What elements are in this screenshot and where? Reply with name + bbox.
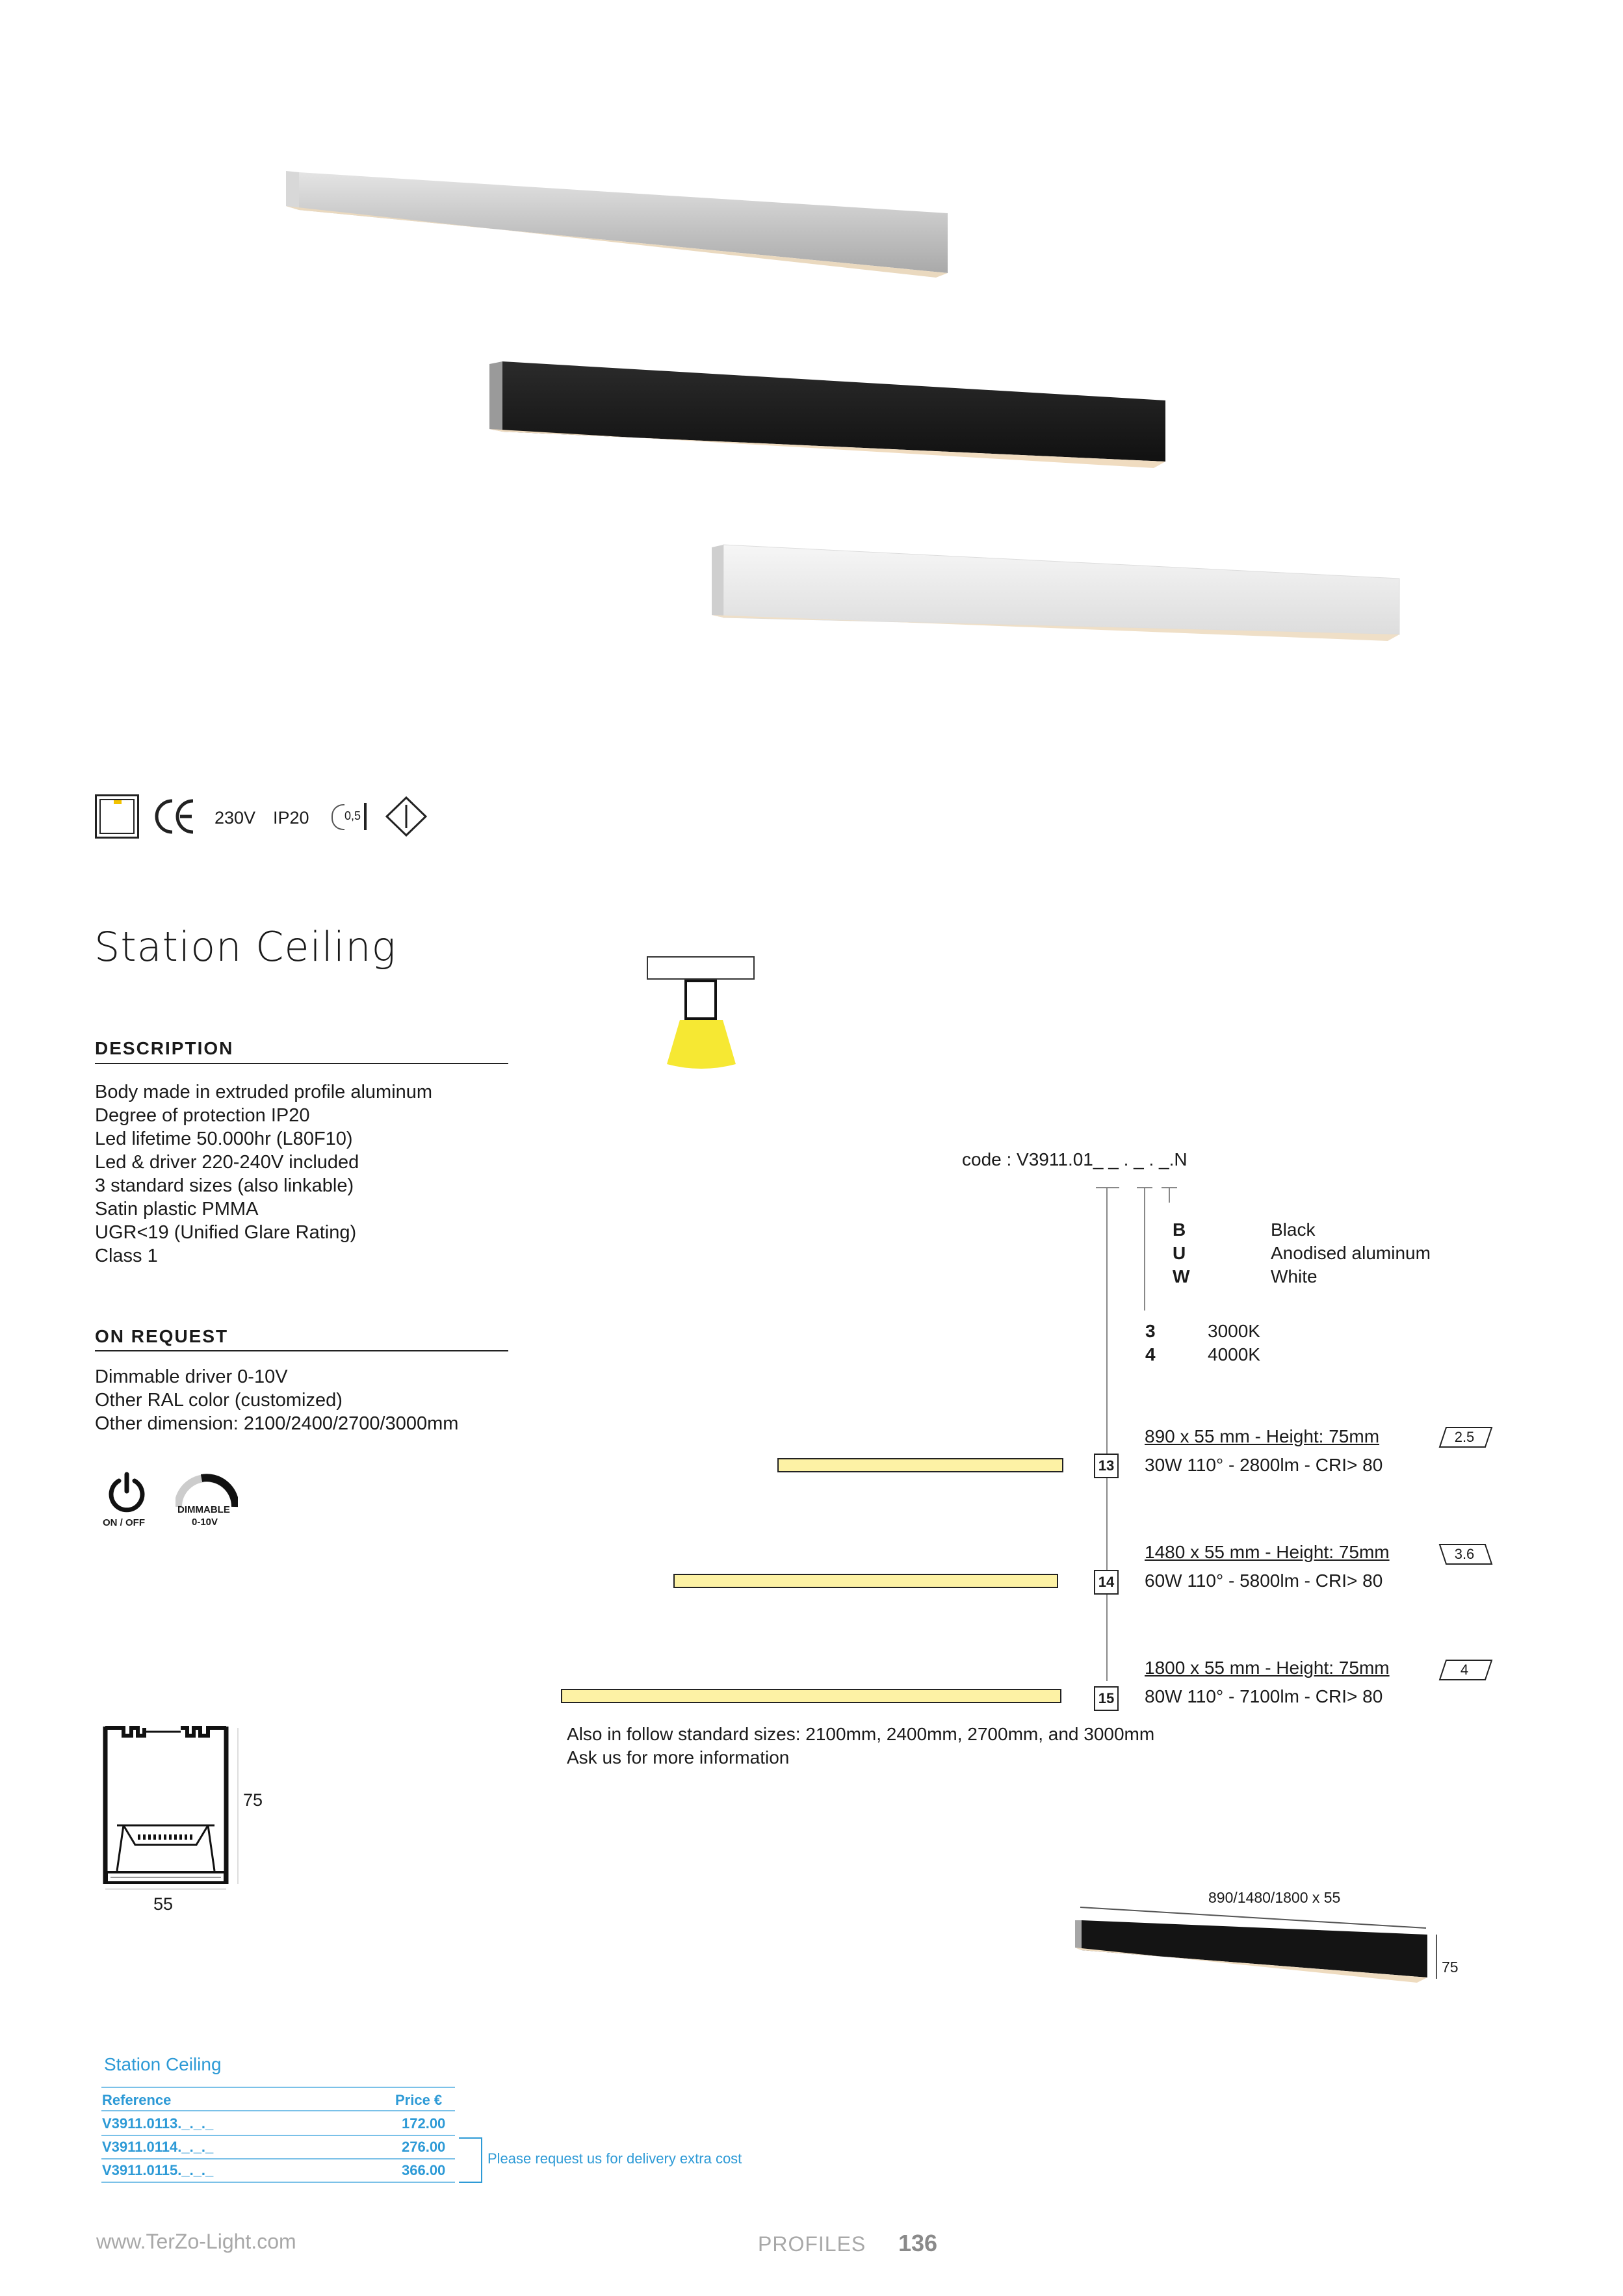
size-number: 15 [1094, 1686, 1119, 1711]
description-line: Body made in extruded profile aluminum [95, 1082, 433, 1102]
page-number: 136 [898, 2230, 938, 2256]
footer-section: PROFILES [758, 2232, 866, 2256]
class-symbol-icon [385, 796, 428, 837]
code-label: code : V3911.01_ _ . _ . _.N [962, 1149, 1188, 1169]
led-bar-graphic [673, 1574, 1058, 1588]
color-code: U [1173, 1243, 1186, 1263]
render-dims-label: 890/1480/1800 x 55 [1208, 1889, 1341, 1906]
color-name: White [1271, 1266, 1318, 1286]
weight-value: 2.5 [1454, 1429, 1475, 1445]
description-line: Degree of protection IP20 [95, 1105, 310, 1126]
ce-mark-icon [154, 796, 197, 837]
ip-label: IP20 [273, 808, 309, 828]
size-number: 14 [1094, 1570, 1119, 1595]
description-line: Class 1 [95, 1246, 158, 1266]
color-name: Anodised aluminum [1271, 1243, 1431, 1263]
size-spec: 80W 110° - 7100lm - CRI> 80 [1145, 1686, 1383, 1706]
delivery-note: Please request us for delivery extra cost [487, 2150, 742, 2167]
description-line: UGR<19 (Unified Glare Rating) [95, 1222, 357, 1243]
description-line: Satin plastic PMMA [95, 1199, 259, 1220]
price-row-price: 172.00 [402, 2115, 446, 2132]
footer-website[interactable]: www.TerZo-Light.com [96, 2230, 296, 2253]
dimmable-range: 0-10V [192, 1517, 218, 1528]
temp-code: 4 [1145, 1344, 1156, 1364]
price-row-reference: V3911.0114._._._ [102, 2139, 214, 2155]
size-spec: 30W 110° - 2800lm - CRI> 80 [1145, 1455, 1383, 1475]
color-code: W [1173, 1266, 1190, 1286]
description-line: 3 standard sizes (also linkable) [95, 1175, 354, 1196]
description-heading: DESCRIPTION [95, 1038, 234, 1058]
description-line: Led & driver 220-240V included [95, 1152, 359, 1173]
price-row-reference: V3911.0115._._._ [102, 2162, 214, 2178]
size-dims: 1800 x 55 mm - Height: 75mm [1145, 1658, 1390, 1678]
temp-code: 3 [1145, 1321, 1156, 1341]
profile-width-label: 55 [153, 1894, 174, 1914]
onoff-label: ON / OFF [103, 1517, 145, 1528]
led-bar-graphic [777, 1458, 1063, 1472]
price-table-title: Station Ceiling [104, 2054, 222, 2074]
page-title: Station Ceiling [94, 923, 396, 971]
distance-icon: 0,5 [331, 802, 368, 831]
size-dims: 1480 x 55 mm - Height: 75mm [1145, 1542, 1390, 1562]
voltage-label: 230V [214, 808, 256, 828]
weight-value: 3.6 [1454, 1546, 1475, 1562]
price-row-price: 366.00 [402, 2162, 446, 2178]
temp-name: 4000K [1208, 1344, 1260, 1364]
led-bar-graphic [561, 1689, 1061, 1703]
led-module-icon [95, 794, 139, 839]
notes-line: Ask us for more information [567, 1747, 790, 1768]
size-dims: 890 x 55 mm - Height: 75mm [1145, 1426, 1380, 1446]
profile-height-label: 75 [243, 1790, 263, 1810]
on-request-line: Dimmable driver 0-10V [95, 1366, 288, 1387]
price-row-price: 276.00 [402, 2139, 446, 2155]
render-height-label: 75 [1442, 1959, 1459, 1976]
notes-line: Also in follow standard sizes: 2100mm, 2400mm, 2700mm, and 3000mm [567, 1724, 1155, 1744]
size-number: 13 [1094, 1454, 1119, 1478]
price-row-reference: V3911.0113._._._ [102, 2115, 214, 2132]
size-spec: 60W 110° - 5800lm - CRI> 80 [1145, 1571, 1383, 1591]
temp-name: 3000K [1208, 1321, 1260, 1341]
color-name: Black [1271, 1220, 1316, 1240]
dimmable-label: DIMMABLE [177, 1504, 230, 1515]
weight-value: 4 [1460, 1662, 1469, 1678]
on-request-line: Other RAL color (customized) [95, 1390, 343, 1411]
color-code: B [1173, 1220, 1186, 1240]
description-line: Led lifetime 50.000hr (L80F10) [95, 1128, 353, 1149]
on-request-line: Other dimension: 2100/2400/2700/3000mm [95, 1413, 459, 1434]
price-header-reference: Reference [102, 2092, 172, 2108]
on-request-heading: ON REQUEST [95, 1326, 229, 1346]
price-header-price: Price € [395, 2092, 443, 2108]
